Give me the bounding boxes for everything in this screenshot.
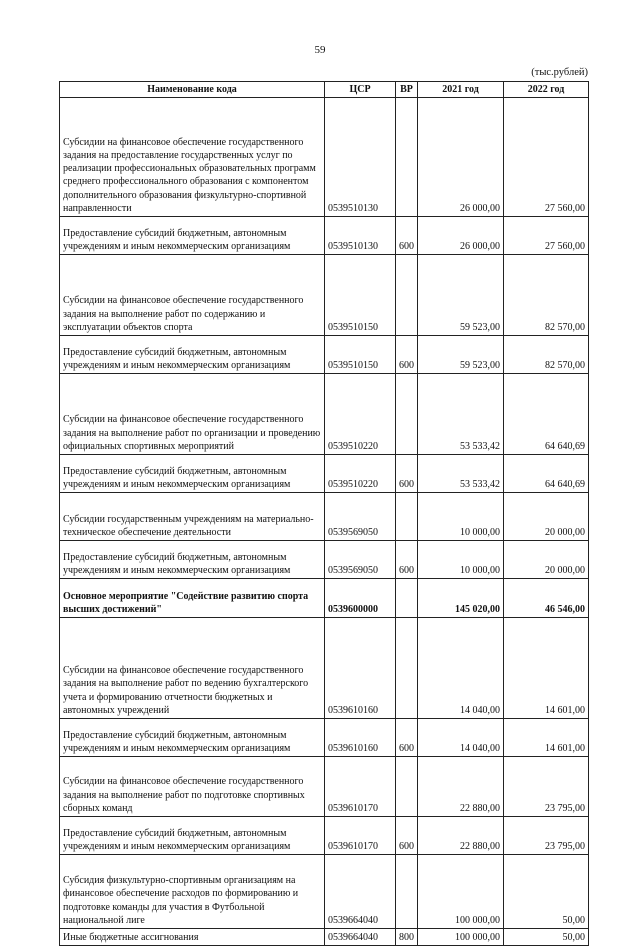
table-header-row <box>60 82 589 98</box>
cell-vr: 600 <box>396 217 418 255</box>
table-row <box>60 374 589 455</box>
cell-name: Субсидии на финансовое обеспечение государственного задания на выполнение работ по подготовке спортивных сборных команд <box>60 757 325 817</box>
cell-y2021: 100 000,00 <box>418 855 504 929</box>
cell-y2022: 27 560,00 <box>504 98 589 217</box>
cell-code: 0539610160 <box>325 618 396 719</box>
cell-code: 0539510220 <box>325 374 396 455</box>
header-code: ЦСР <box>325 82 396 98</box>
cell-name: Иные бюджетные ассигнования <box>60 929 325 946</box>
cell-vr <box>396 618 418 719</box>
cell-vr: 600 <box>396 541 418 579</box>
cell-name: Предоставление субсидий бюджетным, автономным учреждениям и иным некоммерческим организациям <box>60 336 325 374</box>
cell-y2022: 23 795,00 <box>504 757 589 817</box>
cell-y2022: 64 640,69 <box>504 455 589 493</box>
cell-y2022: 50,00 <box>504 855 589 929</box>
cell-code: 0539510130 <box>325 217 396 255</box>
cell-code: 0539569050 <box>325 493 396 541</box>
header-name: Наименование кода <box>60 82 325 98</box>
table-row <box>60 455 589 493</box>
cell-name: Предоставление субсидий бюджетным, автономным учреждениям и иным некоммерческим организациям <box>60 719 325 757</box>
cell-y2021: 53 533,42 <box>418 374 504 455</box>
cell-y2021: 14 040,00 <box>418 719 504 757</box>
cell-name: Субсидии государственным учреждениям на материально-техническое обеспечение деятельности <box>60 493 325 541</box>
cell-code: 0539600000 <box>325 579 396 618</box>
cell-name: Субсидии на финансовое обеспечение государственного задания на выполнение работ по содержанию и эксплуатации объектов спорта <box>60 255 325 336</box>
cell-y2021: 59 523,00 <box>418 336 504 374</box>
table-row <box>60 579 589 618</box>
cell-code: 0539610160 <box>325 719 396 757</box>
cell-y2022: 23 795,00 <box>504 817 589 855</box>
cell-vr: 600 <box>396 455 418 493</box>
cell-vr <box>396 255 418 336</box>
cell-name: Субсидии на финансовое обеспечение государственного задания на предоставление государственных услуг по реализации профессиональных образовательных программ среднего профессионального образования с компонентом дополнительного образования физкультурно-спортивной направленности <box>60 98 325 217</box>
cell-name: Предоставление субсидий бюджетным, автономным учреждениям и иным некоммерческим организациям <box>60 217 325 255</box>
cell-code: 0539569050 <box>325 541 396 579</box>
budget-table <box>59 81 589 946</box>
table-row <box>60 541 589 579</box>
cell-y2021: 145 020,00 <box>418 579 504 618</box>
cell-vr: 600 <box>396 336 418 374</box>
cell-y2022: 82 570,00 <box>504 336 589 374</box>
cell-code: 0539610170 <box>325 757 396 817</box>
cell-y2021: 26 000,00 <box>418 98 504 217</box>
cell-y2022: 14 601,00 <box>504 618 589 719</box>
cell-name: Субсидии на финансовое обеспечение государственного задания на выполнение работ по ведению бухгалтерского учета и формированию отчетности бюджетных и автономных учреждений <box>60 618 325 719</box>
cell-y2021: 22 880,00 <box>418 817 504 855</box>
cell-code: 0539610170 <box>325 817 396 855</box>
header-2022: 2022 год <box>504 82 589 98</box>
cell-vr: 600 <box>396 719 418 757</box>
table-row <box>60 217 589 255</box>
cell-name: Предоставление субсидий бюджетным, автономным учреждениям и иным некоммерческим организациям <box>60 541 325 579</box>
table-row <box>60 255 589 336</box>
cell-vr <box>396 374 418 455</box>
cell-y2021: 10 000,00 <box>418 541 504 579</box>
table-row <box>60 618 589 719</box>
header-2021: 2021 год <box>418 82 504 98</box>
table-row <box>60 493 589 541</box>
cell-name: Субсидии на финансовое обеспечение государственного задания на выполнение работ по организации и проведению официальных спортивных мероприятий <box>60 374 325 455</box>
table-row <box>60 98 589 217</box>
cell-name: Предоставление субсидий бюджетным, автономным учреждениям и иным некоммерческим организациям <box>60 817 325 855</box>
cell-y2022: 20 000,00 <box>504 493 589 541</box>
cell-code: 0539510150 <box>325 255 396 336</box>
header-vr: ВР <box>396 82 418 98</box>
cell-y2021: 26 000,00 <box>418 217 504 255</box>
cell-y2021: 22 880,00 <box>418 757 504 817</box>
cell-vr <box>396 493 418 541</box>
cell-y2021: 100 000,00 <box>418 929 504 946</box>
cell-vr: 800 <box>396 929 418 946</box>
cell-y2021: 14 040,00 <box>418 618 504 719</box>
cell-y2022: 20 000,00 <box>504 541 589 579</box>
cell-vr <box>396 579 418 618</box>
cell-y2021: 59 523,00 <box>418 255 504 336</box>
cell-y2022: 14 601,00 <box>504 719 589 757</box>
page-number: 59 <box>314 44 326 56</box>
table-row <box>60 929 589 946</box>
units-note: (тыс.рублей) <box>531 67 588 78</box>
cell-y2022: 27 560,00 <box>504 217 589 255</box>
cell-y2022: 82 570,00 <box>504 255 589 336</box>
cell-y2022: 50,00 <box>504 929 589 946</box>
cell-code: 0539510150 <box>325 336 396 374</box>
cell-y2021: 10 000,00 <box>418 493 504 541</box>
table-body <box>60 98 589 946</box>
table-row <box>60 336 589 374</box>
table-row <box>60 817 589 855</box>
cell-y2021: 53 533,42 <box>418 455 504 493</box>
table-row <box>60 719 589 757</box>
cell-vr: 600 <box>396 817 418 855</box>
table-row <box>60 855 589 929</box>
cell-name: Субсидия физкультурно-спортивным организациям на финансовое обеспечение расходов по формированию и подготовке команды для участия в Футбольной национальной лиге <box>60 855 325 929</box>
cell-name: Основное мероприятие "Содействие развитию спорта высших достижений" <box>60 579 325 618</box>
cell-y2022: 64 640,69 <box>504 374 589 455</box>
cell-code: 0539664040 <box>325 855 396 929</box>
cell-code: 0539664040 <box>325 929 396 946</box>
cell-code: 0539510220 <box>325 455 396 493</box>
cell-name: Предоставление субсидий бюджетным, автономным учреждениям и иным некоммерческим организациям <box>60 455 325 493</box>
cell-vr <box>396 757 418 817</box>
cell-y2022: 46 546,00 <box>504 579 589 618</box>
cell-vr <box>396 855 418 929</box>
table-row <box>60 757 589 817</box>
cell-vr <box>396 98 418 217</box>
cell-code: 0539510130 <box>325 98 396 217</box>
